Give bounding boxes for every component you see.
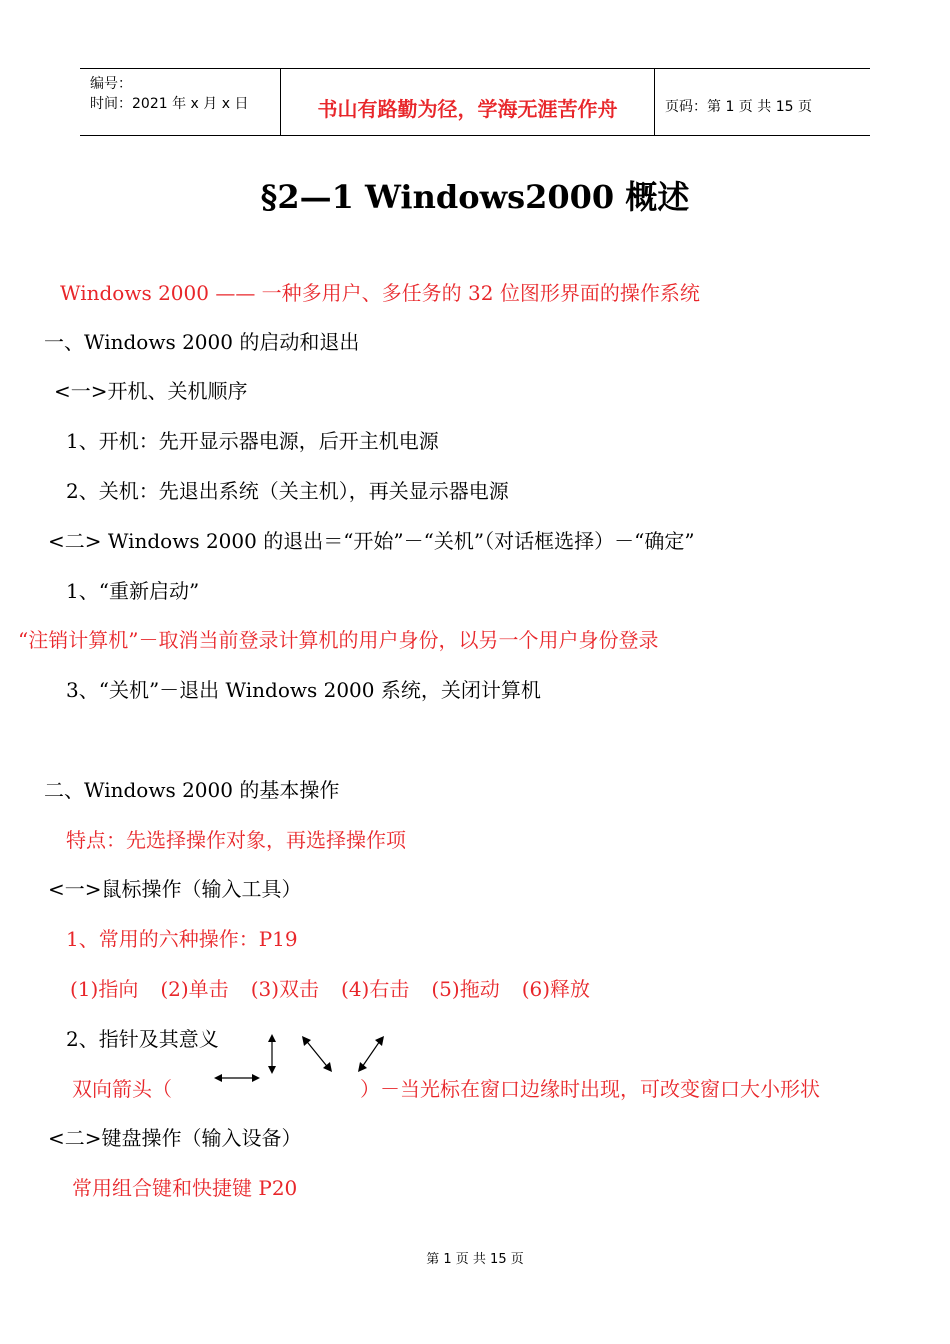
diagonal-resize-nesw-icon — [356, 1034, 386, 1074]
intro-definition: Windows 2000 —— 一种多用户、多任务的 32 位图形界面的操作系统 — [60, 281, 700, 305]
shortcut-keys-note: 常用组合键和快捷键 P20 — [72, 1176, 298, 1200]
section-1-heading: 一、Windows 2000 的启动和退出 — [44, 330, 360, 354]
header-middle-cell — [281, 69, 655, 135]
diagonal-resize-nwse-icon — [300, 1034, 334, 1074]
logoff-item: “注销计算机”－取消当前登录计算机的用户身份，以另一个用户身份登录 — [18, 628, 659, 652]
section-2-heading: 二、Windows 2000 的基本操作 — [44, 778, 340, 802]
six-ops-list — [70, 976, 612, 1002]
six-ops-heading: 1、常用的六种操作：P19 — [66, 927, 298, 951]
page-footer: 第 1 页 共 15 页 — [426, 1252, 524, 1267]
vertical-resize-arrow-icon — [262, 1032, 282, 1076]
subsection-1-heading: <一>开机、关机顺序 — [54, 379, 248, 403]
header-left-cell — [80, 69, 281, 135]
header-motto: 书山有路勤为径，学海无涯苦作舟 — [317, 97, 618, 121]
op-release: (6)释放 — [521, 977, 591, 1001]
op-double-click: (3)双击 — [250, 977, 320, 1001]
double-arrow-description: ）－当光标在窗口边缘时出现，可改变窗口大小形状 — [360, 1077, 820, 1101]
feature-note: 特点：先选择操作对象，再选择操作项 — [66, 828, 406, 852]
pointer-meaning-heading: 2、指针及其意义 — [66, 1027, 219, 1051]
power-on-item: 1、开机：先开显示器电源，后开主机电源 — [66, 429, 439, 453]
header-table — [80, 68, 870, 136]
restart-item: 1、“重新启动” — [66, 579, 200, 603]
double-arrow-prefix: 双向箭头（ — [72, 1077, 172, 1101]
header-right-cell — [655, 69, 870, 135]
serial-label: 编号： — [90, 76, 132, 92]
power-off-item: 2、关机：先退出系统（关主机），再关显示器电源 — [66, 479, 509, 503]
date-label: 时间：2021 年 x 月 x 日 — [90, 96, 249, 112]
horizontal-resize-arrow-icon — [212, 1070, 262, 1086]
subsection-2-heading: <二> Windows 2000 的退出＝“开始”－“关机”（对话框选择）－“确定” — [48, 529, 695, 553]
page-title: §2—1 Windows2000 概述 — [260, 178, 690, 216]
mouse-ops-heading: <一>鼠标操作（输入工具） — [48, 877, 302, 901]
header-page-info: 页码：第 1 页 共 15 页 — [665, 99, 812, 115]
keyboard-ops-heading: <二>键盘操作（输入设备） — [48, 1126, 302, 1150]
op-right-click: (4)右击 — [341, 977, 410, 1001]
op-drag: (5)拖动 — [431, 977, 500, 1001]
shutdown-item: 3、“关机”－退出 Windows 2000 系统，关闭计算机 — [66, 678, 541, 702]
op-point: (1)指向 — [70, 977, 139, 1001]
op-click: (2)单击 — [160, 977, 229, 1001]
